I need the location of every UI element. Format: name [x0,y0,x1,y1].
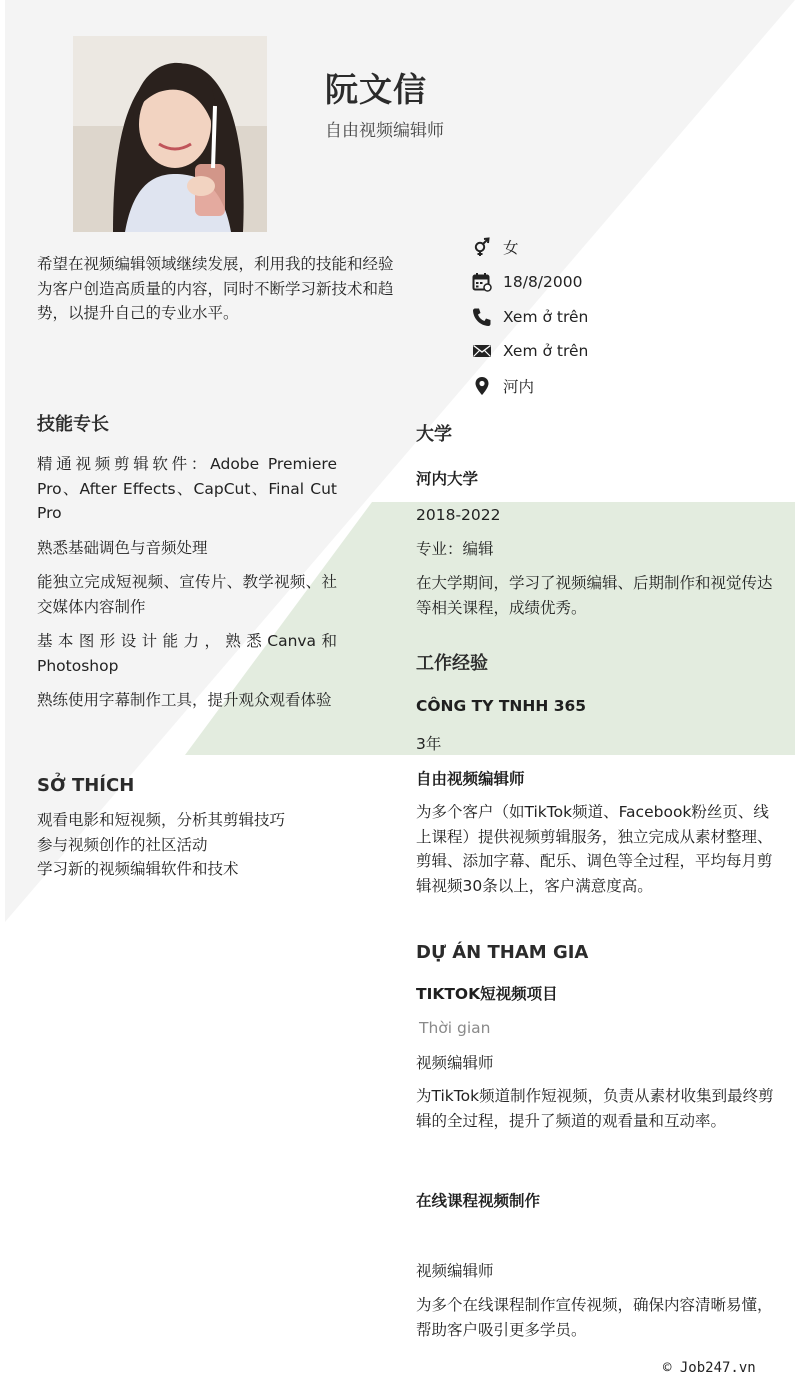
skill-item: 能独立完成短视频、宣传片、教学视频、社交媒体内容制作 [37,573,337,616]
candidate-title: 自由视频编辑师 [325,121,444,141]
profile-photo [73,36,267,232]
personal-info [472,230,772,403]
info-gender-value: 女 [503,239,519,258]
project-description: 为TikTok频道制作短视频，负责从素材收集到最终剪辑的全过程，提升了频道的观看量和互动率。 [416,1087,774,1130]
project-role: 视频编辑师 [416,1054,494,1072]
education-years: 2018-2022 [416,506,501,524]
skill-item: 熟悉基础调色与音频处理 [37,538,208,557]
skill-item: 熟练使用字幕制作工具，提升观众观看体验 [37,691,332,709]
education-description: 在大学期间，学习了视频编辑、后期制作和视觉传达等相关课程，成绩优秀。 [416,574,773,617]
experience-description: 为多个客户（如TikTok频道、Facebook粉丝页、线上课程）提供视频剪辑服务，独立完成从素材整理、剪辑、添加字幕、配乐、调色等全过程，平均每月剪辑视频30条以上，客户满意度高。 [416,803,773,895]
skills-section [37,410,337,713]
experience-company: CÔNG TY TNHH 365 [416,697,587,715]
skill-item: 基本图形设计能力，熟悉Canva和Photoshop [37,632,337,675]
info-birthday [472,265,772,300]
info-phone-value: Xem ở trên [503,307,589,326]
info-location [472,369,772,404]
mail-icon [472,341,492,361]
hobbies-title: SỞ THÍCH [37,775,135,796]
calendar-icon [472,272,492,292]
info-email [472,334,772,369]
portrait-photo-icon [73,36,267,232]
phone-icon [472,307,492,327]
info-gender [472,230,772,265]
hobby-item: 学习新的视频编辑软件和技术 [37,860,239,878]
info-location-value: 河内 [503,378,535,397]
experience-title: 工作经验 [416,653,488,674]
project-name: TIKTOK短视频项目 [416,985,558,1003]
skills-title: 技能专长 [37,414,109,435]
project-description: 为多个在线课程制作宣传视频，确保内容清晰易懂，帮助客户吸引更多学员。 [416,1296,773,1339]
footer-copyright: © Job247.vn [663,1360,756,1376]
education-title: 大学 [416,424,452,445]
hobbies-section [37,775,367,882]
project-name: 在线课程视频制作 [416,1192,541,1210]
education-major: 专业：编辑 [416,540,494,558]
projects-title: DỰ ÁN THAM GIA [416,942,589,963]
career-objective: 希望在视频编辑领域继续发展，利用我的技能和经验为客户创造高质量的内容，同时不断学习新技术和趋势，以提升自己的专业水平。 [37,255,394,322]
project-time: Thời gian [419,1019,491,1037]
gender-icon [472,237,492,257]
skill-item: 精通视频剪辑软件：Adobe Premiere Pro、After Effects、CapCut、Final Cut Pro [37,455,337,522]
hobby-item: 参与视频创作的社区活动 [37,835,208,854]
hobby-item: 观看电影和短视频，分析其剪辑技巧 [37,811,286,829]
info-phone [472,299,772,334]
experience-duration: 3年 [416,735,442,753]
education-school: 河内大学 [416,470,479,488]
location-icon [472,376,492,396]
info-birthday-value: 18/8/2000 [503,273,583,292]
info-email-value: Xem ở trên [503,342,589,361]
project-role: 视频编辑师 [416,1262,494,1280]
candidate-name: 阮文信 [325,70,427,109]
experience-position: 自由视频编辑师 [416,770,525,788]
